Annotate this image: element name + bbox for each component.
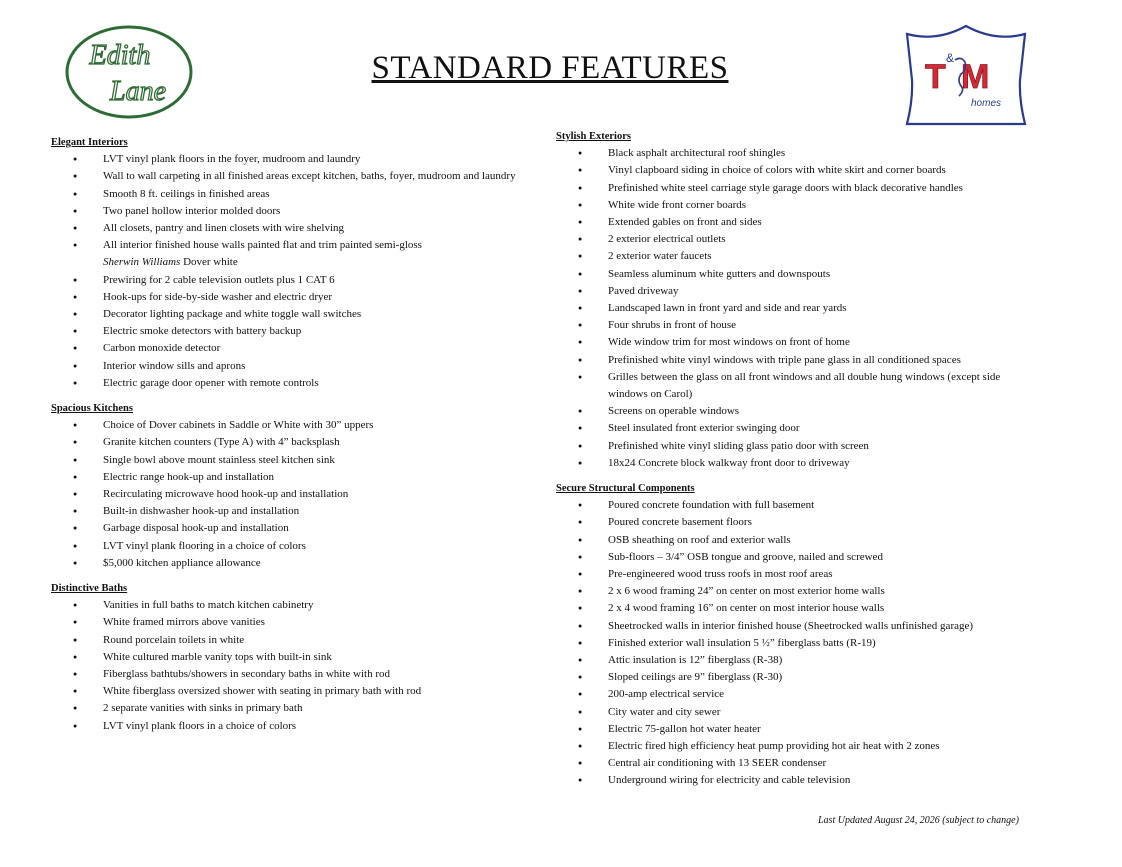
list-item-paint bbox=[51, 237, 541, 271]
list-item: ● Hook-ups for side-by-side washer and electric dryer bbox=[51, 289, 541, 306]
list-item: ● Vinyl clapboard siding in choice of colors with white skirt and corner boards bbox=[556, 162, 1036, 179]
list-item: ● Built-in dishwasher hook-up and installation bbox=[51, 503, 541, 520]
list-item: ● Wide window trim for most windows on front of home bbox=[556, 334, 1036, 351]
list-item: ● Single bowl above mount stainless steel kitchen sink bbox=[51, 452, 541, 469]
list-item: ● Extended gables on front and sides bbox=[556, 214, 1036, 231]
list-item: ● Prefinished white vinyl windows with triple pane glass in all conditioned spaces bbox=[556, 352, 1036, 369]
list-item: ● Prewiring for 2 cable television outlets plus 1 CAT 6 bbox=[51, 272, 541, 289]
list-item: ● Paved driveway bbox=[556, 283, 1036, 300]
list-item: ● Sloped ceilings are 9” fiberglass (R-30) bbox=[556, 669, 1036, 686]
logo-edith-text: Edith bbox=[89, 40, 151, 71]
list-item: ● Landscaped lawn in front yard and side and rear yards bbox=[556, 300, 1036, 317]
list-item: ● Vanities in full baths to match kitchen cabinetry bbox=[51, 597, 541, 614]
stylish-exteriors-list bbox=[556, 145, 1036, 472]
list-item: ● White wide front corner boards bbox=[556, 197, 1036, 214]
list-item: ● Poured concrete foundation with full basement bbox=[556, 497, 1036, 514]
list-item: ● 2 x 4 wood framing 16” on center on most interior house walls bbox=[556, 600, 1036, 617]
tm-homes-logo bbox=[903, 20, 1029, 130]
list-item: ● Electric garage door opener with remote controls bbox=[51, 375, 541, 392]
list-item: ● Sub-floors – 3/4” OSB tongue and groove, nailed and screwed bbox=[556, 549, 1036, 566]
list-item: ● Central air conditioning with 13 SEER condenser bbox=[556, 755, 1036, 772]
list-item: ● Sheetrocked walls in interior finished house (Sheetrocked walls unfinished garage) bbox=[556, 618, 1036, 635]
paint-item-text: All interior finished house walls painted flat and trim painted semi-gloss bbox=[103, 239, 422, 252]
list-item: ● Interior window sills and aprons bbox=[51, 358, 541, 375]
list-item: ● LVT vinyl plank floors in a choice of colors bbox=[51, 718, 541, 735]
list-item: ● Carbon monoxide detector bbox=[51, 340, 541, 357]
list-item: ● Choice of Dover cabinets in Saddle or White with 30” uppers bbox=[51, 417, 541, 434]
list-item: ● LVT vinyl plank flooring in a choice of colors bbox=[51, 538, 541, 555]
list-item: ● Round porcelain toilets in white bbox=[51, 632, 541, 649]
list-item: ● White cultured marble vanity tops with built-in sink bbox=[51, 649, 541, 666]
logo-t-letter: T bbox=[925, 58, 946, 96]
list-item: ● Pre-engineered wood truss roofs in most roof areas bbox=[556, 566, 1036, 583]
paint-brand: Sherwin Williams bbox=[103, 256, 181, 269]
paint-color: Dover white bbox=[180, 256, 238, 269]
list-item: ● Poured concrete basement floors bbox=[556, 514, 1036, 531]
list-item: ● White framed mirrors above vanities bbox=[51, 614, 541, 631]
list-item: ● Wall to wall carpeting in all finished areas except kitchen, baths, foyer, mudroom and laundry bbox=[51, 168, 541, 185]
list-item: ● Two panel hollow interior molded doors bbox=[51, 203, 541, 220]
logo-lane-text: Lane bbox=[110, 76, 166, 107]
right-column bbox=[556, 128, 1036, 790]
section-heading-secure-structural-components: Secure Structural Components bbox=[556, 483, 695, 495]
list-item: ● Prefinished white vinyl sliding glass patio door with screen bbox=[556, 438, 1036, 455]
list-item: ● 2 exterior water faucets bbox=[556, 248, 1036, 265]
list-item: ● Attic insulation is 12” fiberglass (R-38) bbox=[556, 652, 1036, 669]
list-item: ● Granite kitchen counters (Type A) with 4” backsplash bbox=[51, 434, 541, 451]
elegant-interiors-list bbox=[51, 151, 541, 392]
list-item: ● Smooth 8 ft. ceilings in finished areas bbox=[51, 186, 541, 203]
list-item: ● Finished exterior wall insulation 5 ½” fiberglass batts (R-19) bbox=[556, 635, 1036, 652]
list-item: ● Grilles between the glass on all front windows and all double hung windows (except side windows on Carol) bbox=[556, 369, 1036, 403]
section-heading-spacious-kitchens: Spacious Kitchens bbox=[51, 403, 133, 415]
list-item: ● Recirculating microwave hood hook-up and installation bbox=[51, 486, 541, 503]
list-item: ● Electric smoke detectors with battery backup bbox=[51, 323, 541, 340]
list-item: ● Screens on operable windows bbox=[556, 403, 1036, 420]
section-heading-distinctive-baths: Distinctive Baths bbox=[51, 583, 128, 595]
list-item: ● 18x24 Concrete block walkway front door to driveway bbox=[556, 455, 1036, 472]
list-item: ● All closets, pantry and linen closets with wire shelving bbox=[51, 220, 541, 237]
distinctive-baths-list bbox=[51, 597, 541, 735]
list-item: ● Garbage disposal hook-up and installation bbox=[51, 520, 541, 537]
list-item: ● 2 exterior electrical outlets bbox=[556, 231, 1036, 248]
list-item: ● 2 x 6 wood framing 24” on center on most exterior home walls bbox=[556, 583, 1036, 600]
section-heading-elegant-interiors: Elegant Interiors bbox=[51, 137, 128, 148]
list-item: ● Fiberglass bathtubs/showers in secondary baths in white with rod bbox=[51, 666, 541, 683]
footer-last-updated: Last Updated August 24, 2026 (subject to change) bbox=[818, 815, 1019, 826]
structural-components-list bbox=[556, 497, 1036, 789]
section-heading-stylish-exteriors: Stylish Exteriors bbox=[556, 131, 631, 142]
spacious-kitchens-list bbox=[51, 417, 541, 572]
list-item: ● Electric 75-gallon hot water heater bbox=[556, 721, 1036, 738]
list-item: ● Electric fired high efficiency heat pump providing hot air heat with 2 zones bbox=[556, 738, 1036, 755]
list-item: ● Steel insulated front exterior swinging door bbox=[556, 420, 1036, 437]
list-item: ● $5,000 kitchen appliance allowance bbox=[51, 555, 541, 572]
logo-m-letter: M bbox=[961, 58, 990, 96]
list-item: ● Four shrubs in front of house bbox=[556, 317, 1036, 334]
list-item: ● Prefinished white steel carriage style garage doors with black decorative handles bbox=[556, 180, 1036, 197]
list-item: ● Electric range hook-up and installation bbox=[51, 469, 541, 486]
list-item: ● City water and city sewer bbox=[556, 704, 1036, 721]
logo-amp: & bbox=[946, 51, 955, 65]
left-column bbox=[51, 134, 541, 735]
list-item: ● Decorator lighting package and white toggle wall switches bbox=[51, 306, 541, 323]
list-item: ● 200-amp electrical service bbox=[556, 686, 1036, 703]
list-item: ● OSB sheathing on roof and exterior walls bbox=[556, 532, 1036, 549]
list-item: ● 2 separate vanities with sinks in primary bath bbox=[51, 700, 541, 717]
list-item: ● Seamless aluminum white gutters and downspouts bbox=[556, 266, 1036, 283]
list-item: ● LVT vinyl plank floors in the foyer, mudroom and laundry bbox=[51, 151, 541, 168]
page-title: STANDARD FEATURES bbox=[371, 50, 729, 86]
list-item: ● White fiberglass oversized shower with seating in primary bath with rod bbox=[51, 683, 541, 700]
logo-homes-text: homes bbox=[971, 98, 1002, 109]
list-item: ● Black asphalt architectural roof shingles bbox=[556, 145, 1036, 162]
list-item: ● Underground wiring for electricity and cable television bbox=[556, 772, 1036, 789]
